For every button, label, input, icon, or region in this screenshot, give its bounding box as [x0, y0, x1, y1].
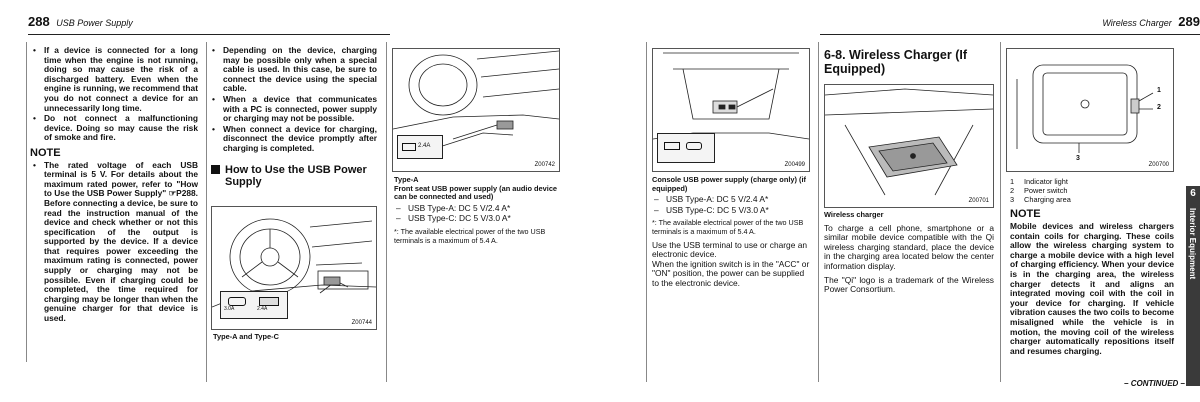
section-heading-text: How to Use the USB Power Supply	[225, 163, 367, 188]
usb-ports-callout	[220, 291, 288, 319]
right-page-header	[820, 14, 1200, 35]
note-heading: NOTE	[1010, 208, 1041, 221]
legend-num: 2	[1010, 185, 1015, 195]
console-paragraph: When the ignition switch is in the "ACC" or "ON" position, the power can be supplied to the electronic device.	[652, 258, 810, 288]
usb-icon	[402, 143, 416, 151]
figure-charger-diagram	[1006, 48, 1174, 172]
note-bullets	[32, 161, 198, 324]
usb-a-rating: 2.4A	[257, 306, 268, 312]
left-header-title: USB Power Supply	[56, 18, 133, 28]
section-title: 6-8. Wireless Charger (If Equipped)	[824, 48, 967, 76]
legend-text: Power switch	[1024, 185, 1068, 195]
left-col3	[394, 176, 560, 245]
left-col1	[32, 46, 198, 325]
continued-label: – CONTINUED –	[1124, 379, 1185, 388]
col2-rule	[206, 42, 207, 382]
console-paragraph: Use the USB terminal to use or charge an electronic device.	[652, 239, 808, 260]
usb-c-rating: 3.0A	[224, 306, 235, 312]
usb-spec-item: – USB Type-A: DC 5 V/2.4 A*	[652, 195, 812, 205]
type-a-label: Type-A	[394, 175, 419, 184]
caution-bullet: • Depending on the device, charging may be possible only when a special cable is used. In this case, be sure to connect the device using the special cable.	[211, 46, 377, 94]
right-col1	[652, 176, 812, 289]
chapter-label: Interior Equipment	[1188, 208, 1197, 280]
section-marker-icon	[211, 165, 220, 174]
usb-spec-item: – USB Type-A: DC 5 V/2.4 A*	[394, 204, 560, 214]
right-col2	[824, 48, 994, 76]
left-col2	[211, 46, 377, 188]
figure-code: Z00742	[534, 162, 555, 168]
figure-console-usb	[652, 48, 810, 172]
callout-2: 2	[1157, 104, 1161, 111]
usb-type-c-port-icon	[228, 297, 246, 306]
usb-type-a-port-icon	[664, 142, 680, 150]
left-page-header	[28, 14, 390, 35]
legend	[1010, 178, 1174, 204]
usb-type-a-port-icon	[259, 297, 279, 306]
page-number-left: 288	[28, 14, 50, 29]
footnote: *: The available electrical power of the two USB terminals is a maximum of 5.4 A.	[652, 218, 804, 236]
right-header-title: Wireless Charger	[1102, 18, 1172, 28]
wireless-charger-illustration	[825, 85, 993, 207]
caution-bullet: • When connect a device for charging, disconnect the device promptly after charging is completed.	[211, 125, 377, 154]
console-caption: Console USB power supply (charge only) (if equipped)	[652, 175, 806, 193]
col1-rule	[646, 42, 647, 382]
console-usb-callout	[657, 133, 715, 163]
figure-type-a-type-c	[211, 206, 377, 330]
right-col3	[1010, 178, 1174, 356]
legend-text: Charging area	[1024, 194, 1071, 204]
col2-rule	[818, 42, 819, 382]
figure-wireless-charger	[824, 84, 994, 208]
col1-rule	[26, 42, 27, 362]
right-page	[600, 0, 1200, 402]
usb-a-callout	[397, 135, 443, 159]
warning-bullets	[32, 46, 198, 143]
figure-front-usb	[392, 48, 560, 172]
qi-trademark-paragraph: The "Qi" logo is a trademark of the Wireless Power Consortium.	[824, 274, 994, 295]
legend-num: 3	[1010, 194, 1015, 204]
caution-bullets	[211, 46, 377, 154]
footnote: *: The available electrical power of the two USB terminals is a maximum of 5.4 A.	[394, 226, 546, 245]
legend-item	[1010, 196, 1174, 205]
chapter-number: 6	[1190, 188, 1196, 199]
figure-code: Z00701	[968, 198, 989, 204]
col3-rule	[1000, 42, 1001, 382]
legend-text: Indicator light	[1024, 177, 1068, 186]
figure-caption: Wireless charger	[824, 210, 884, 219]
legend-num: 1	[1010, 177, 1015, 186]
type-a-description: Front seat USB power supply (an audio device can be connected and used)	[394, 183, 558, 202]
warning-bullet: • Do not connect a malfunctioning device. Doing so may cause the risk of smoke and fire.	[32, 114, 198, 143]
figure-code: Z00499	[784, 162, 805, 168]
figure-code: Z00700	[1148, 162, 1169, 168]
usb-a-rating: 2.4A	[418, 143, 431, 149]
console-spec-list	[652, 195, 812, 215]
usb-spec-list	[394, 204, 560, 224]
chapter-tab	[1186, 186, 1200, 386]
note-bullet: • The rated voltage of each USB terminal is 5 V. For details about the maximum rated power, refer to "How to Use the USB Power Supply" ☞P288. Before connecting a device, be sure to read the instruction manual of the device and check whether or not this specification of the output is supported by the device. If a device that requires power exceeding the maximum rating is connected, power supply or charging may not be possible. Even if charging could be completed, the time required for charging may be longer than when the genuine charger for that device is used.	[32, 161, 198, 324]
page-number-right: 289	[1178, 14, 1200, 29]
col3-rule	[386, 42, 387, 382]
charger-diagram-illustration	[1007, 49, 1173, 171]
usb-spec-item: – USB Type-C: DC 5 V/3.0 A*	[652, 206, 812, 216]
wireless-paragraph: To charge a cell phone, smartphone or a similar mobile device compatible with the Qi wireless charging standard, place the device in the charging area located below the center information display.	[824, 222, 994, 271]
usb-type-c-port-icon	[686, 142, 702, 150]
callout-1: 1	[1157, 87, 1161, 94]
caution-bullet: • When a device that communicates with a PC is connected, power supply or charging may not be possible.	[211, 95, 377, 124]
figure-code: Z00744	[351, 320, 372, 326]
note-heading: NOTE	[30, 146, 61, 159]
section-heading	[211, 164, 377, 188]
right-col2-text	[824, 211, 994, 295]
figure-caption: Type-A and Type-C	[213, 332, 279, 341]
callout-3: 3	[1076, 155, 1080, 162]
note-text: Mobile devices and wireless chargers contain coils for charging. These coils allow the wireless charging system to charge a mobile device with a high level of charging efficiency. When your device is in the charging area, the wireless charger detects it and aligns an integrated moving coil with the coil in your device for charging. If vehicle vibration causes the two coils to become misaligned while the vehicle is in motion, the moving coil of the wireless charger automatically repositions itself and resumes charging.	[1010, 220, 1174, 356]
warning-bullet: • If a device is connected for a long time when the engine is not running, doing so may cause the risk of a discharged battery. Even when the engine is running, we recommend that you do not connect a device for an unnecessarily long time.	[32, 46, 198, 113]
usb-spec-item: – USB Type-C: DC 5 V/3.0 A*	[394, 214, 560, 224]
